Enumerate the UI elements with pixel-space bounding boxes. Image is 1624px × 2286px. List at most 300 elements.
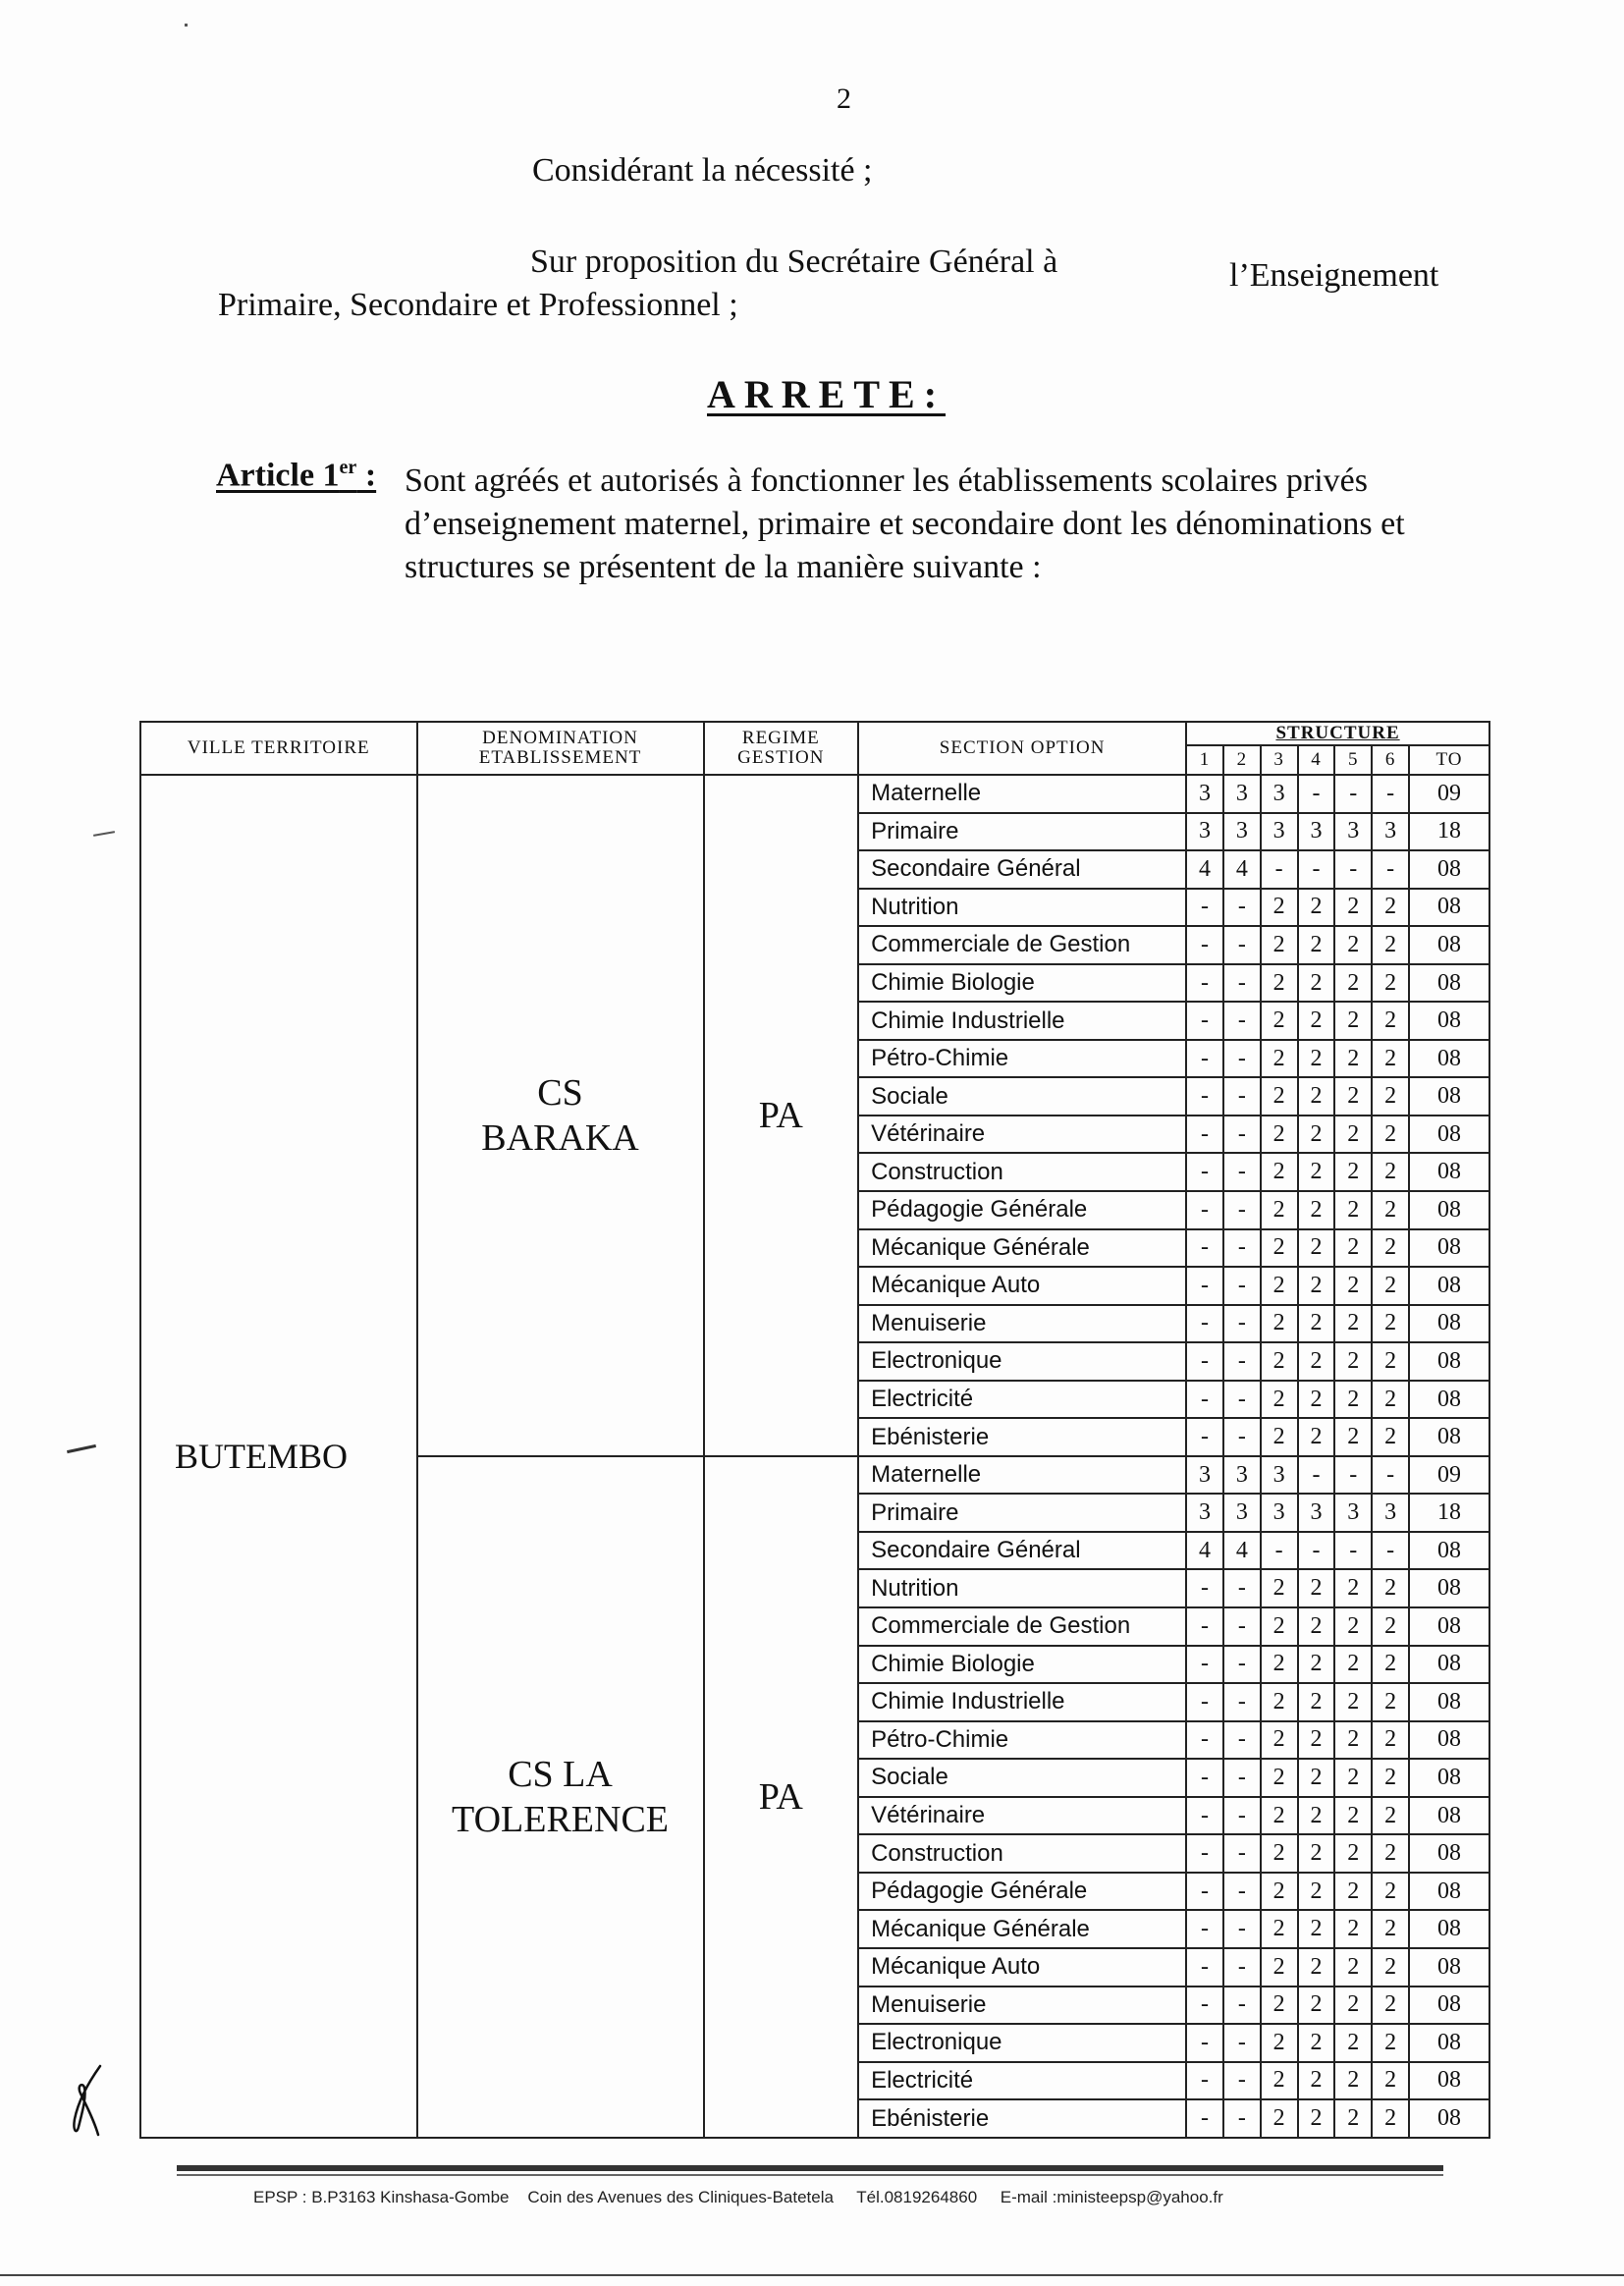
header-col-2: 2 (1223, 745, 1261, 775)
structure-cell-3: 2 (1261, 1153, 1298, 1191)
section-cell: Electronique (858, 2024, 1186, 2062)
structure-cell-3: 2 (1261, 1683, 1298, 1721)
section-cell: Mécanique Auto (858, 1267, 1186, 1305)
structure-cell-2: - (1223, 1305, 1261, 1343)
structure-cell-4: 2 (1298, 1040, 1335, 1078)
structure-cell-3: 2 (1261, 1987, 1298, 2025)
structure-cell-1: - (1186, 1418, 1223, 1456)
structure-cell-2: - (1223, 1191, 1261, 1229)
structure-cell-2: 3 (1223, 775, 1261, 813)
structure-cell-4: 2 (1298, 1077, 1335, 1116)
structure-cell-5: 2 (1334, 1153, 1372, 1191)
structure-cell-3: 2 (1261, 1721, 1298, 1760)
structure-cell-6: 2 (1372, 1229, 1409, 1268)
structure-cell-4: - (1298, 1456, 1335, 1495)
structure-cell-5: 2 (1334, 2024, 1372, 2062)
school-name-line-1: CS (537, 1071, 583, 1114)
structure-cell-1: - (1186, 1267, 1223, 1305)
structure-cell-6: 2 (1372, 2099, 1409, 2138)
total-cell: 08 (1409, 1759, 1489, 1797)
total-cell: 08 (1409, 2062, 1489, 2100)
structure-cell-2: - (1223, 1797, 1261, 1835)
total-cell: 08 (1409, 1948, 1489, 1987)
total-cell: 08 (1409, 1532, 1489, 1570)
structure-cell-4: 2 (1298, 1191, 1335, 1229)
structure-cell-5: 2 (1334, 2099, 1372, 2138)
total-cell: 08 (1409, 964, 1489, 1003)
footer-rule-thin (177, 2174, 1443, 2176)
header-ville: VILLE TERRITOIRE (140, 722, 417, 775)
structure-cell-1: - (1186, 2024, 1223, 2062)
structure-cell-5: 2 (1334, 1191, 1372, 1229)
structure-cell-3: 2 (1261, 1646, 1298, 1684)
arrete-title: ARRETE: (707, 372, 947, 416)
structure-cell-3: 2 (1261, 1418, 1298, 1456)
section-cell: Chimie Biologie (858, 1646, 1186, 1684)
section-cell: Sociale (858, 1759, 1186, 1797)
total-cell: 08 (1409, 1910, 1489, 1948)
structure-cell-2: 4 (1223, 850, 1261, 889)
structure-cell-5: 2 (1334, 1305, 1372, 1343)
structure-cell-4: 3 (1298, 813, 1335, 851)
structure-cell-2: - (1223, 1948, 1261, 1987)
structure-cell-6: 2 (1372, 1077, 1409, 1116)
structure-cell-5: 2 (1334, 1948, 1372, 1987)
structure-cell-3: - (1261, 1532, 1298, 1570)
structure-cell-3: 2 (1261, 1342, 1298, 1381)
scan-speck (185, 24, 188, 27)
header-structure: STRUCTURE (1186, 722, 1489, 745)
structure-cell-5: 2 (1334, 889, 1372, 927)
structure-cell-6: 2 (1372, 1418, 1409, 1456)
section-cell: Electricité (858, 2062, 1186, 2100)
structure-cell-5: 2 (1334, 1834, 1372, 1873)
structure-cell-1: - (1186, 1607, 1223, 1646)
margin-mark (93, 831, 115, 837)
total-cell: 08 (1409, 1153, 1489, 1191)
structure-cell-6: 2 (1372, 964, 1409, 1003)
structure-cell-3: - (1261, 850, 1298, 889)
structure-cell-1: - (1186, 889, 1223, 927)
section-cell: Ebénisterie (858, 2099, 1186, 2138)
structure-cell-4: 2 (1298, 1646, 1335, 1684)
structure-cell-4: - (1298, 850, 1335, 889)
structure-cell-6: 2 (1372, 1797, 1409, 1835)
page-number: 2 (837, 82, 851, 115)
structure-cell-1: - (1186, 1834, 1223, 1873)
section-cell: Pétro-Chimie (858, 1721, 1186, 1760)
structure-cell-5: 2 (1334, 1646, 1372, 1684)
structure-cell-1: - (1186, 1229, 1223, 1268)
structure-cell-2: - (1223, 1116, 1261, 1154)
structure-cell-2: - (1223, 1759, 1261, 1797)
structure-cell-3: 2 (1261, 1834, 1298, 1873)
article-label-colon: : (356, 457, 377, 494)
total-cell: 08 (1409, 1381, 1489, 1419)
structure-cell-2: - (1223, 1834, 1261, 1873)
section-cell: Mécanique Générale (858, 1229, 1186, 1268)
section-cell: Mécanique Auto (858, 1948, 1186, 1987)
structure-cell-2: - (1223, 889, 1261, 927)
structure-cell-5: 2 (1334, 1342, 1372, 1381)
structure-cell-6: 2 (1372, 1646, 1409, 1684)
structure-cell-5: 2 (1334, 1683, 1372, 1721)
structure-cell-4: 2 (1298, 1759, 1335, 1797)
header-denomination: DENOMINATION ETABLISSEMENT (417, 722, 704, 775)
structure-cell-2: - (1223, 1721, 1261, 1760)
structure-cell-1: - (1186, 1948, 1223, 1987)
section-cell: Construction (858, 1834, 1186, 1873)
structure-cell-4: 2 (1298, 1797, 1335, 1835)
structure-cell-4: 2 (1298, 1342, 1335, 1381)
structure-cell-3: 2 (1261, 2024, 1298, 2062)
schools-table (139, 721, 1490, 2139)
total-cell: 08 (1409, 1418, 1489, 1456)
structure-cell-5: 2 (1334, 1987, 1372, 2025)
structure-cell-4: 2 (1298, 1721, 1335, 1760)
structure-cell-5: 2 (1334, 1002, 1372, 1040)
total-cell: 08 (1409, 1834, 1489, 1873)
structure-cell-5: 2 (1334, 1759, 1372, 1797)
structure-cell-5: - (1334, 1532, 1372, 1570)
ville-cell: BUTEMBO (140, 775, 417, 2138)
structure-cell-6: 2 (1372, 889, 1409, 927)
structure-cell-1: - (1186, 1683, 1223, 1721)
structure-cell-2: - (1223, 1381, 1261, 1419)
structure-cell-3: 2 (1261, 1305, 1298, 1343)
structure-cell-3: 3 (1261, 775, 1298, 813)
structure-cell-1: - (1186, 2099, 1223, 2138)
structure-cell-5: 2 (1334, 1607, 1372, 1646)
structure-cell-5: 3 (1334, 813, 1372, 851)
total-cell: 08 (1409, 1342, 1489, 1381)
structure-cell-4: 2 (1298, 1002, 1335, 1040)
structure-cell-4: - (1298, 1532, 1335, 1570)
structure-cell-1: - (1186, 1342, 1223, 1381)
structure-cell-1: - (1186, 1040, 1223, 1078)
header-row-top (140, 722, 1489, 745)
header-col-6: 6 (1372, 745, 1409, 775)
total-cell: 08 (1409, 1267, 1489, 1305)
structure-cell-1: - (1186, 1116, 1223, 1154)
structure-cell-6: 2 (1372, 1987, 1409, 2025)
structure-cell-2: - (1223, 1040, 1261, 1078)
structure-cell-3: 2 (1261, 1759, 1298, 1797)
structure-cell-2: 3 (1223, 813, 1261, 851)
structure-cell-5: 2 (1334, 1381, 1372, 1419)
total-cell: 08 (1409, 1607, 1489, 1646)
handwritten-initials (61, 2060, 120, 2144)
structure-cell-4: 2 (1298, 1305, 1335, 1343)
total-cell: 18 (1409, 813, 1489, 851)
structure-cell-3: 2 (1261, 2099, 1298, 2138)
structure-cell-4: 2 (1298, 964, 1335, 1003)
page-bottom-rule (0, 2274, 1624, 2276)
structure-cell-2: - (1223, 926, 1261, 964)
structure-cell-1: - (1186, 1873, 1223, 1911)
structure-cell-2: - (1223, 1267, 1261, 1305)
structure-cell-6: 2 (1372, 926, 1409, 964)
structure-cell-4: 2 (1298, 2062, 1335, 2100)
structure-cell-1: 4 (1186, 1532, 1223, 1570)
section-cell: Maternelle (858, 1456, 1186, 1495)
total-cell: 08 (1409, 1040, 1489, 1078)
structure-cell-6: 2 (1372, 1381, 1409, 1419)
section-cell: Primaire (858, 813, 1186, 851)
structure-cell-3: 2 (1261, 1229, 1298, 1268)
structure-cell-1: - (1186, 1721, 1223, 1760)
structure-cell-1: 3 (1186, 775, 1223, 813)
structure-cell-2: - (1223, 1229, 1261, 1268)
section-cell: Commerciale de Gestion (858, 926, 1186, 964)
header-col-3: 3 (1261, 745, 1298, 775)
structure-cell-5: 2 (1334, 1040, 1372, 1078)
structure-cell-4: 3 (1298, 1494, 1335, 1532)
structure-cell-4: 2 (1298, 1153, 1335, 1191)
structure-cell-3: 2 (1261, 1910, 1298, 1948)
structure-cell-1: - (1186, 1987, 1223, 2025)
structure-cell-4: 2 (1298, 2024, 1335, 2062)
section-cell: Menuiserie (858, 1987, 1186, 2025)
total-cell: 08 (1409, 1002, 1489, 1040)
margin-mark (67, 1444, 96, 1453)
structure-cell-4: 2 (1298, 1948, 1335, 1987)
structure-cell-2: 4 (1223, 1532, 1261, 1570)
section-cell: Pédagogie Générale (858, 1191, 1186, 1229)
structure-cell-6: 2 (1372, 1721, 1409, 1760)
structure-cell-5: 2 (1334, 1418, 1372, 1456)
section-cell: Commerciale de Gestion (858, 1607, 1186, 1646)
structure-cell-4: 2 (1298, 1116, 1335, 1154)
section-cell: Chimie Industrielle (858, 1683, 1186, 1721)
structure-cell-5: 2 (1334, 926, 1372, 964)
structure-cell-6: 2 (1372, 1305, 1409, 1343)
structure-cell-5: 2 (1334, 1569, 1372, 1607)
structure-cell-1: - (1186, 1153, 1223, 1191)
structure-cell-6: 2 (1372, 1116, 1409, 1154)
structure-cell-1: 3 (1186, 1456, 1223, 1495)
total-cell: 18 (1409, 1494, 1489, 1532)
structure-cell-6: 2 (1372, 1342, 1409, 1381)
structure-cell-5: - (1334, 775, 1372, 813)
footer-rule (177, 2165, 1443, 2171)
structure-cell-2: - (1223, 1569, 1261, 1607)
structure-cell-3: 2 (1261, 1002, 1298, 1040)
structure-cell-1: - (1186, 1191, 1223, 1229)
structure-cell-1: - (1186, 926, 1223, 964)
structure-cell-1: - (1186, 1646, 1223, 1684)
structure-cell-3: 2 (1261, 1077, 1298, 1116)
structure-cell-6: 2 (1372, 1759, 1409, 1797)
section-cell: Pétro-Chimie (858, 1040, 1186, 1078)
total-cell: 08 (1409, 1077, 1489, 1116)
structure-cell-2: 3 (1223, 1456, 1261, 1495)
structure-cell-4: 2 (1298, 1381, 1335, 1419)
section-cell: Secondaire Général (858, 850, 1186, 889)
section-cell: Vétérinaire (858, 1797, 1186, 1835)
total-cell: 09 (1409, 1456, 1489, 1495)
section-cell: Electronique (858, 1342, 1186, 1381)
structure-cell-2: - (1223, 1987, 1261, 2025)
structure-cell-2: - (1223, 1873, 1261, 1911)
structure-cell-3: 2 (1261, 1873, 1298, 1911)
header-total: TO (1409, 745, 1489, 775)
total-cell: 08 (1409, 1646, 1489, 1684)
total-cell: 08 (1409, 1721, 1489, 1760)
header-regime: REGIME GESTION (704, 722, 859, 775)
structure-cell-6: 2 (1372, 1873, 1409, 1911)
article-label-text: Article 1 (216, 457, 340, 494)
structure-cell-2: - (1223, 1646, 1261, 1684)
article-label-sup: er (339, 457, 357, 478)
structure-cell-6: 2 (1372, 2062, 1409, 2100)
section-cell: Menuiserie (858, 1305, 1186, 1343)
header-col-1: 1 (1186, 745, 1223, 775)
preamble-line-1: Considérant la nécessité ; (532, 152, 873, 189)
regime-cell: PA (704, 775, 859, 1456)
article-text: Sont agréés et autorisés à fonctionner les établissements scolaires privés d’enseignement maternel, primaire et secondaire dont les dénominations et structures se présentent de la manière suivante : (405, 463, 1405, 585)
structure-cell-5: 2 (1334, 1229, 1372, 1268)
structure-cell-4: 2 (1298, 926, 1335, 964)
structure-cell-2: - (1223, 1418, 1261, 1456)
structure-cell-2: 3 (1223, 1494, 1261, 1532)
structure-cell-1: 3 (1186, 1494, 1223, 1532)
structure-cell-3: 2 (1261, 964, 1298, 1003)
total-cell: 08 (1409, 1987, 1489, 2025)
total-cell: 08 (1409, 1116, 1489, 1154)
structure-cell-3: 3 (1261, 1494, 1298, 1532)
structure-cell-6: 2 (1372, 1683, 1409, 1721)
section-cell: Primaire (858, 1494, 1186, 1532)
structure-cell-6: 3 (1372, 813, 1409, 851)
structure-cell-5: 2 (1334, 1721, 1372, 1760)
structure-cell-5: 2 (1334, 1077, 1372, 1116)
structure-cell-5: 2 (1334, 964, 1372, 1003)
structure-cell-2: - (1223, 1910, 1261, 1948)
structure-cell-3: 2 (1261, 889, 1298, 927)
structure-cell-5: 2 (1334, 1116, 1372, 1154)
structure-cell-6: - (1372, 1456, 1409, 1495)
structure-cell-2: - (1223, 1683, 1261, 1721)
footer-address: EPSP : B.P3163 Kinshasa-Gombe Coin des Avenues des Cliniques-Batetela Tél.0819264860 E-mail :ministeepsp@yahoo.fr (253, 2188, 1223, 2206)
structure-cell-2: - (1223, 1002, 1261, 1040)
structure-cell-1: - (1186, 1569, 1223, 1607)
structure-cell-3: 2 (1261, 1569, 1298, 1607)
total-cell: 08 (1409, 926, 1489, 964)
structure-cell-2: - (1223, 2099, 1261, 2138)
preamble-line-2b: l’Enseignement (1229, 257, 1439, 294)
structure-cell-6: 2 (1372, 1910, 1409, 1948)
structure-cell-5: 2 (1334, 2062, 1372, 2100)
structure-cell-3: 3 (1261, 813, 1298, 851)
section-cell: Construction (858, 1153, 1186, 1191)
structure-cell-2: - (1223, 964, 1261, 1003)
structure-cell-4: 2 (1298, 1873, 1335, 1911)
structure-cell-1: - (1186, 1305, 1223, 1343)
structure-cell-4: 2 (1298, 1569, 1335, 1607)
structure-cell-2: - (1223, 1077, 1261, 1116)
structure-cell-1: - (1186, 1910, 1223, 1948)
structure-cell-1: 3 (1186, 813, 1223, 851)
structure-cell-4: 2 (1298, 889, 1335, 927)
total-cell: 08 (1409, 1873, 1489, 1911)
structure-cell-6: 2 (1372, 1607, 1409, 1646)
structure-cell-3: 2 (1261, 1948, 1298, 1987)
structure-cell-4: 2 (1298, 1267, 1335, 1305)
structure-cell-3: 2 (1261, 1381, 1298, 1419)
structure-cell-6: 2 (1372, 1569, 1409, 1607)
structure-cell-2: - (1223, 2024, 1261, 2062)
structure-cell-6: 2 (1372, 1948, 1409, 1987)
section-cell: Secondaire Général (858, 1532, 1186, 1570)
structure-cell-1: - (1186, 2062, 1223, 2100)
structure-cell-1: - (1186, 1002, 1223, 1040)
structure-cell-5: 2 (1334, 1797, 1372, 1835)
header-section: SECTION OPTION (858, 722, 1186, 775)
header-col-5: 5 (1334, 745, 1372, 775)
section-cell: Electricité (858, 1381, 1186, 1419)
structure-cell-6: 2 (1372, 1040, 1409, 1078)
structure-cell-2: - (1223, 1607, 1261, 1646)
structure-cell-6: 2 (1372, 1153, 1409, 1191)
structure-cell-3: 2 (1261, 926, 1298, 964)
structure-cell-4: 2 (1298, 1987, 1335, 2025)
structure-cell-6: - (1372, 850, 1409, 889)
total-cell: 08 (1409, 2099, 1489, 2138)
article-label (216, 457, 376, 494)
structure-cell-5: 2 (1334, 1267, 1372, 1305)
section-cell: Mécanique Générale (858, 1910, 1186, 1948)
header-col-4: 4 (1298, 745, 1335, 775)
section-cell: Ebénisterie (858, 1418, 1186, 1456)
school-name-line-2: BARAKA (481, 1116, 639, 1159)
section-cell: Pédagogie Générale (858, 1873, 1186, 1911)
structure-cell-6: - (1372, 775, 1409, 813)
structure-cell-2: - (1223, 1342, 1261, 1381)
preamble-line-2: Sur proposition du Secrétaire Général à (530, 244, 1058, 280)
section-cell: Maternelle (858, 775, 1186, 813)
structure-cell-1: 4 (1186, 850, 1223, 889)
structure-cell-1: - (1186, 1381, 1223, 1419)
regime-cell: PA (704, 1456, 859, 2138)
structure-cell-3: 2 (1261, 1607, 1298, 1646)
school-name-cell (417, 1456, 704, 2138)
structure-cell-4: 2 (1298, 2099, 1335, 2138)
total-cell: 08 (1409, 1569, 1489, 1607)
total-cell: 08 (1409, 889, 1489, 927)
total-cell: 08 (1409, 2024, 1489, 2062)
structure-cell-6: 2 (1372, 1002, 1409, 1040)
school-name-cell (417, 775, 704, 1456)
structure-cell-4: 2 (1298, 1683, 1335, 1721)
total-cell: 08 (1409, 850, 1489, 889)
structure-cell-3: 2 (1261, 1267, 1298, 1305)
structure-cell-2: - (1223, 1153, 1261, 1191)
structure-cell-6: - (1372, 1532, 1409, 1570)
structure-cell-4: - (1298, 775, 1335, 813)
school-name-line-1: CS LA (508, 1753, 613, 1795)
structure-cell-6: 2 (1372, 1267, 1409, 1305)
structure-cell-4: 2 (1298, 1834, 1335, 1873)
structure-cell-4: 2 (1298, 1910, 1335, 1948)
structure-cell-1: - (1186, 964, 1223, 1003)
structure-cell-3: 2 (1261, 1040, 1298, 1078)
total-cell: 08 (1409, 1683, 1489, 1721)
structure-cell-5: 3 (1334, 1494, 1372, 1532)
section-cell: Nutrition (858, 889, 1186, 927)
structure-cell-6: 3 (1372, 1494, 1409, 1532)
structure-cell-6: 2 (1372, 1834, 1409, 1873)
